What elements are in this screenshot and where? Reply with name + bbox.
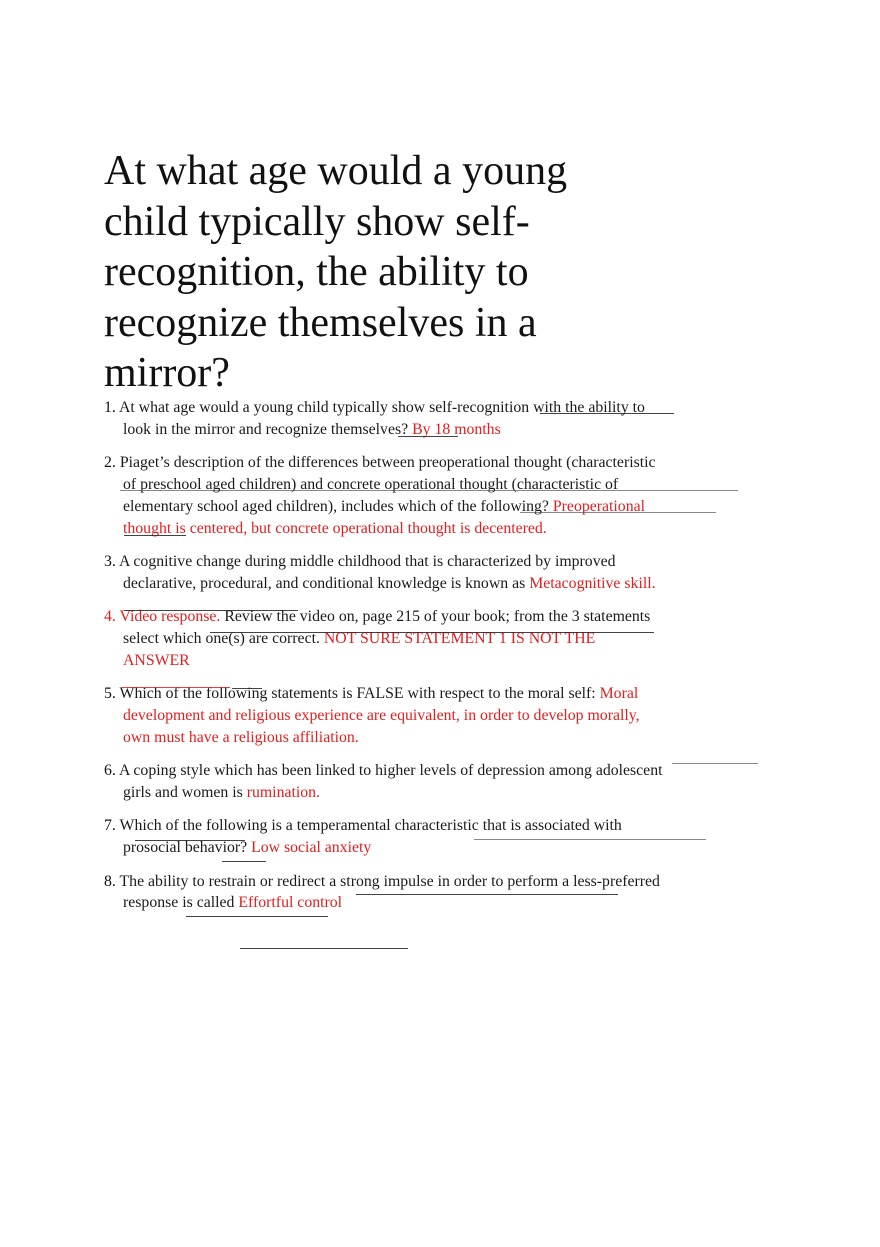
question-2 <box>104 452 664 539</box>
question-lead: Video response. <box>119 608 221 626</box>
answer-text: Preoperational thought is centered, but concrete operational thought is decentered. <box>123 497 646 537</box>
question-number: 5. <box>104 685 116 703</box>
question-number: 3. <box>104 552 116 570</box>
question-number: 8. <box>104 872 116 890</box>
underline-mark <box>540 413 674 414</box>
underline-mark <box>356 894 618 895</box>
underline-mark <box>124 610 298 611</box>
page-title: At what age would a young child typically show self-recognition, the ability to recognize themselves in a mirror? <box>104 148 568 396</box>
question-number: 1. <box>104 399 116 416</box>
answer-text: By 18 months <box>412 420 501 438</box>
question-number: 6. <box>104 762 116 780</box>
question-5 <box>104 683 664 748</box>
question-text: Which of the following statements is FALSE with respect to the moral self: <box>119 685 596 703</box>
underline-mark <box>186 916 328 917</box>
answer-text: NOT SURE STATEMENT 1 IS NOT THE ANSWER <box>123 629 596 669</box>
underline-mark <box>240 948 408 949</box>
question-1 <box>104 397 664 441</box>
question-number: 2. <box>104 454 116 472</box>
question-text: Review the video on, page 215 of your book; from the 3 statements select which one(s) are correct. <box>123 608 651 647</box>
question-number: 7. <box>104 817 116 835</box>
question-6 <box>104 760 664 804</box>
question-number: 4. <box>104 608 116 626</box>
underline-mark <box>398 436 458 437</box>
answer-text: rumination. <box>246 783 321 801</box>
underline-mark <box>232 688 262 689</box>
underline-mark <box>210 632 654 633</box>
underline-mark <box>520 512 716 513</box>
answer-text: Moral development and religious experience are equivalent, in order to develop morally, own must have a religious affiliation. <box>123 685 640 746</box>
underline-mark <box>124 535 186 536</box>
question-4 <box>104 606 664 671</box>
underline-mark <box>135 840 245 841</box>
question-3 <box>104 551 664 595</box>
question-text: Which of the following is a temperamental characteristic that is associated with prosocial behavior? <box>119 817 622 857</box>
underline-mark <box>222 861 266 862</box>
underline-mark <box>120 490 738 491</box>
question-7 <box>104 815 664 859</box>
underline-mark <box>474 839 706 840</box>
answer-text: Effortful control <box>238 894 343 912</box>
question-8 <box>104 871 664 915</box>
answer-text: Metacognitive skill. <box>529 574 656 592</box>
underline-mark <box>672 763 758 764</box>
underline-mark <box>122 687 230 688</box>
question-text: At what age would a young child typically show self-recognition with the ability to look in the mirror and recognize themselves? <box>118 399 645 438</box>
question-text: A cognitive change during middle childhood that is characterized by improved declarative, procedural, and conditional knowledge is known as <box>118 552 616 592</box>
question-text: A coping style which has been linked to higher levels of depression among adolescent girls and women is <box>118 762 663 801</box>
question-text: The ability to restrain or redirect a strong impulse in order to perform a less-preferred response is called <box>119 872 660 912</box>
answer-text: Low social anxiety <box>251 839 372 857</box>
question-list <box>104 397 664 926</box>
question-text: Piaget’s description of the differences between preoperational thought (characteristic of preschool aged children) and concrete operational thought (characteristic of elementary school aged children), includes which of the following? <box>119 454 656 515</box>
